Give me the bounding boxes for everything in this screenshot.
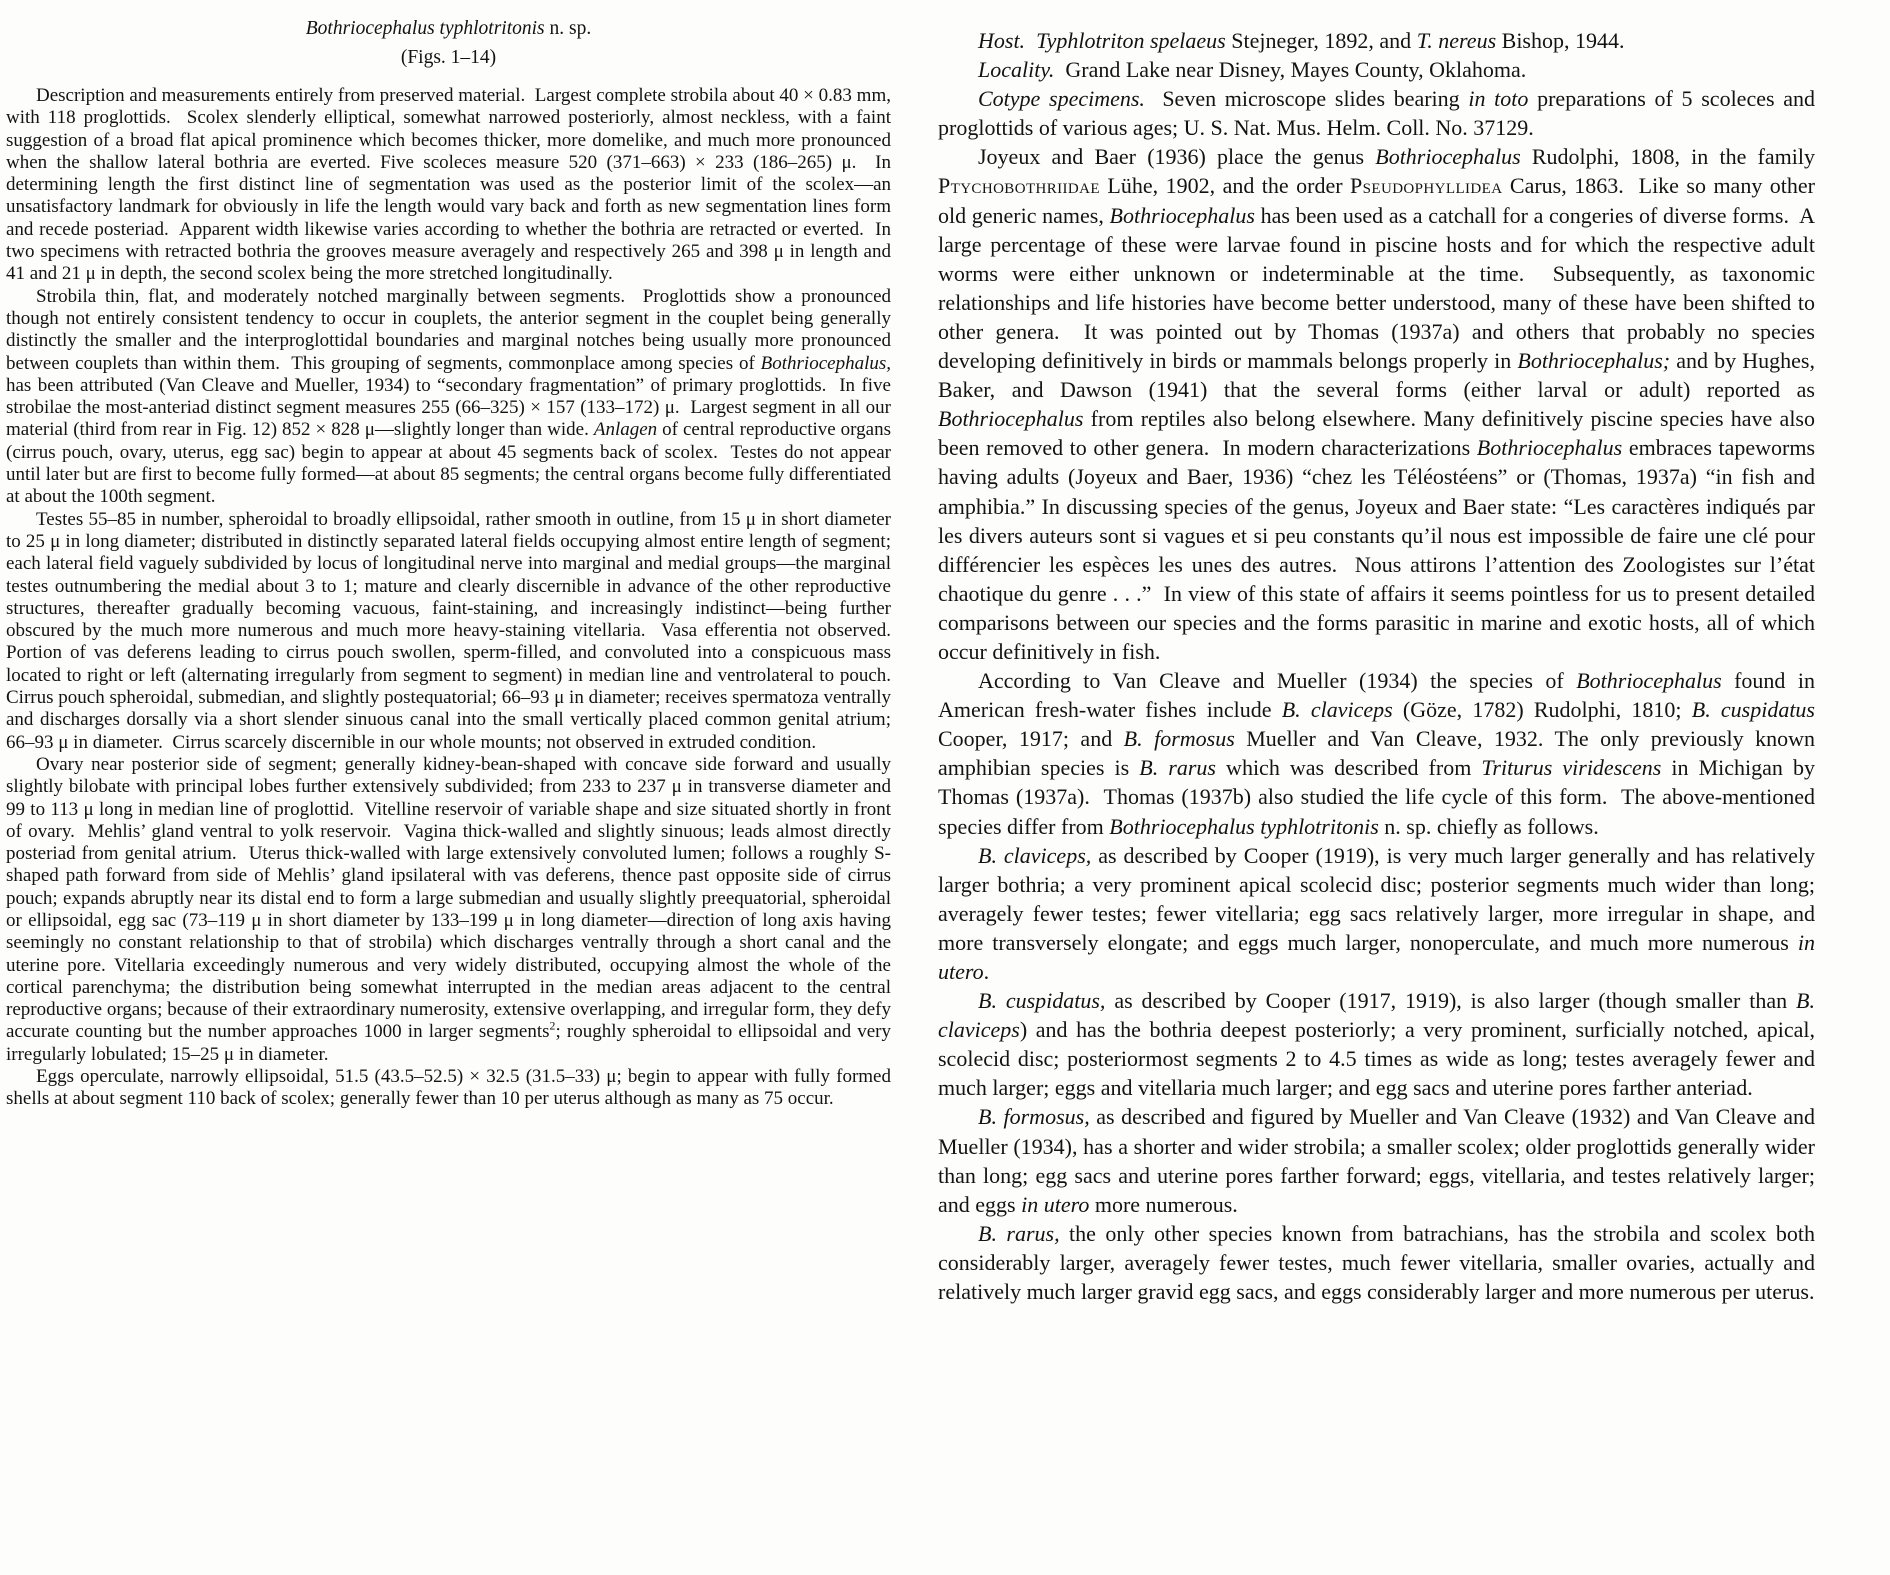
paragraph	[938, 986, 1821, 1102]
text-run: Cooper, 1917; and	[938, 697, 1821, 752]
text-run: .	[983, 959, 990, 984]
paragraph	[938, 666, 1821, 841]
paragraph	[6, 753, 896, 1066]
paragraph	[6, 285, 896, 509]
text-run: preparations of 5 scoleces and proglottids of various ages; U. S. Nat. Mus. Helm. Coll. No. 37129.	[938, 86, 1821, 141]
text-run: as described by Cooper (1919), is very much larger generally and has relatively larger bothria; a very prominent apical scolecid disc; posterior segments much wider than long; averagely fewer testes; fewer vitellaria; egg sacs relatively larger, more irregular in shape, and more transversely elongate; and eggs much larger, nonoperculate, and much more numerous	[938, 842, 1821, 955]
paragraph	[938, 1102, 1821, 1218]
italic-text-run: B. claviceps	[938, 988, 1821, 1043]
text-run: n. sp. chiefly as follows.	[1378, 813, 1599, 839]
text-run: Seven microscope slides bearing	[1144, 86, 1469, 112]
italic-text-run: B. claviceps	[1281, 697, 1393, 723]
text-run: Strobila thin, flat, and moderately notched marginally between segments. Proglottids show a pronounced though not entirely consistent tendency to occur in couplets, the anterior segment in the couplet being generally distinctly the smaller and the interproglottidal boundaries and marginal notches being usually more pronounced between couplets than within them. This grouping of segments, commonplace among species of	[6, 285, 896, 374]
italic-text-run: Bothriocephalus	[1375, 144, 1521, 170]
text-run: in Michigan by Thomas (1937a). Thomas (1937b) also studied the life cycle of this form. The above-mentioned species differ from	[938, 755, 1821, 839]
species-heading-title	[6, 16, 891, 42]
text-run: Ovary near posterior side of segment; generally kidney-bean-shaped with concave side forward and usually slightly bilobate with principal lobes further extensively subdivided; from 233 to 237 μ in transverse diameter and 99 to 113 μ long in median line of proglottid. Vitelline reservoir of variable shape and size situated shortly in front of ovary. Mehlis’ gland ventral to yolk reservoir. Vagina thick-walled and slightly sinuous; leads almost directly posteriad from genital atrium. Uterus thick-walled with large extensively convoluted lumen; follows a roughly S-shaped path forward from side of Mehlis’ gland ipsilateral with vas deferens, thence past opposite side of cirrus pouch; expands abruptly near its distal end to form a large submedian and usually slightly preequatorial, spheroidal or ellipsoidal, egg sac (73–119 μ in short diameter by 133–199 μ in long diameter—direction of long axis having seemingly no constant relationship to that of strobila) which discharges ventrally through a short canal and the uterine pore. Vitellaria exceedingly numerous and very widely distributed, occupying almost the whole of the cortical parenchyma; the distribution being somewhat interrupted in the median areas adjacent to the central reproductive organs; because of their extraordinary numerosity, extensive overlapping, and irregular form, they defy accurate counting but the number approaches 1000 in larger segments	[6, 753, 896, 1043]
species-heading	[6, 16, 891, 71]
text-run: Description and measurements entirely from preserved material. Largest complete strobila about 40 × 0.83 mm, with 118 proglottids. Scolex slenderly elliptical, somewhat narrowed posteriorly, almost neckless, with a faint suggestion of a broad flat apical prominence which becomes thicker, more domelike, and much more pronounced when the shallow lateral bothria are everted. Five scoleces measure 520 (371–663) × 233 (186–265) μ. In determining length the first distinct line of segmentation was used as the posterior limit of the scolex—an unsatisfactory landmark for obviously in life the length would vary back and forth as new segmentation lines form and recede posteriad. Apparent width likewise varies according to whether the bothria are retracted or everted. In two specimens with retracted bothria the grooves measure averagely and respectively 265 and 398 μ in length and 41 and 21 μ in depth, the second scolex being the more stretched longitudinally.	[6, 85, 896, 285]
italic-text-run: B. cuspidatus	[1691, 697, 1815, 723]
text-run: which was described from	[1215, 755, 1482, 781]
text-run: Lühe, 1902, and the order	[1099, 173, 1351, 199]
text-run: as described by Cooper (1917, 1919), is also larger (though smaller than	[1105, 988, 1797, 1014]
paragraph	[6, 85, 896, 286]
smallcaps-text-run: Pseudophyllidea	[1350, 173, 1503, 199]
text-run: has been attributed (Van Cleave and Mueller, 1934) to “secondary fragmentation” of primary proglottids. In five strobilae the most-anteriad distinct segment measures 255 (66–325) × 157 (133–172) μ. Largest segment in all our material (third from rear in Fig. 12) 852 × 828 μ—slightly longer than wide.	[6, 352, 896, 441]
italic-text-run: B. formosus	[1123, 726, 1235, 752]
paragraph	[938, 1219, 1821, 1306]
paragraph	[6, 508, 901, 754]
left-column	[6, 14, 901, 1111]
italic-text-run: B. claviceps,	[978, 842, 1092, 868]
italic-text-run: Bothriocephalus	[1576, 668, 1722, 694]
italic-text-run: in utero	[938, 929, 1821, 984]
text-run: (Figs. 1–14)	[400, 47, 497, 68]
smallcaps-text-run: Ptychobothriidae	[938, 173, 1100, 199]
text-run: found in American fresh-water fishes include	[938, 668, 1820, 723]
text-run: Stejneger, 1892, and	[1225, 28, 1417, 53]
text-run: Eggs operculate, narrowly ellipsoidal, 51.5 (43.5–52.5) × 32.5 (31.5–33) μ; begin to appear with fully formed shells at about segment 110 back of scolex; generally fewer than 10 per uterus although as many as 75 occur.	[6, 1066, 896, 1110]
text-run: According to Van Cleave and Mueller (1934) the species of	[978, 668, 1577, 694]
italic-text-run: B. rarus,	[978, 1220, 1060, 1246]
text-run: n. sp.	[544, 18, 592, 39]
text-run: Testes 55–85 in number, spheroidal to broadly ellipsoidal, rather smooth in outline, from 15 μ in short diameter to 25 μ in long diameter; distributed in distinctly separated lateral fields occupying almost entire length of segment; each lateral field vaguely subdivided by locus of longitudinal nerve into marginal and medial groups—the marginal testes outnumbering the medial about 3 to 1; mature and clearly discernible in advance of the other reproductive structures, thereafter gradually becoming vacuous, faint-staining, and increasingly indistinct—being further obscured by the much more numerous and much more heavy-staining vitellaria. Vasa efferentia not observed. Portion of vas deferens leading to cirrus pouch swollen, sperm-filled, and convoluted into a conspicuous mass located to right or left (alternating irregularly from segment to segment) in median line and ventrolateral to pouch. Cirrus pouch spheroidal, submedian, and slightly postequatorial; 66–93 μ in diameter; receives spermatoza ventrally and discharges dorsally via a short slender sinuous canal into the small vertically placed common genital atrium; 66–93 μ in diameter. Cirrus scarcely discernible in our whole mounts; not observed in extruded condition.	[6, 508, 901, 753]
paragraph	[938, 55, 1815, 84]
text-run: Mueller and Van Cleave, 1932. The only previously known amphibian species is	[938, 726, 1821, 781]
text-run: Rudolphi, 1808, in the family	[1520, 144, 1821, 170]
text-run: from reptiles also belong elsewhere. Many definitively piscine species have also been removed to other genera. In modern characterizations	[938, 406, 1821, 461]
italic-text-run: Triturus viridescens	[1481, 755, 1662, 781]
paragraph	[938, 26, 1815, 55]
text-run: (Göze, 1782) Rudolphi, 1810;	[1392, 697, 1692, 723]
italic-text-run: in toto	[1468, 86, 1529, 112]
text-run: has been used as a catchall for a congeries of diverse forms. A large percentage of these were larvae found in piscine hosts and for which the respective adult worms were either unknown or indeterminable at the time. Subsequently, as taxonomic relationships and life histories have become better understood, many of these have been shifted to other genera. It was pointed out by Thomas (1937a) and others that probably no species developing definitively in birds or mammals belongs properly in	[938, 202, 1821, 374]
italic-text-run: Bothriocephalus typhlotritonis	[305, 18, 545, 39]
paragraph	[938, 142, 1821, 666]
text-run: Carus, 1863. Like so many other old generic names,	[938, 173, 1821, 228]
italic-text-run: B. formosus,	[978, 1104, 1090, 1130]
text-run: embraces tapeworms having adults (Joyeux and Baer, 1936) “chez les Téléostéens” or (Thomas, 1937a) “in fish and amphibia.” In discussing species of the genus, Joyeux and Baer state: “Les caractères indiqués par les divers auteurs sont si vagues et si peu constants qu’il nous est impossible de faire une clé pour différencier les espèces les unes des autres. Nous attirons l’attention des Zoologistes sur l’état chaotique du genre . . .” In view of this state of affairs it seems pointless for us to present detailed comparisons between our species and the forms parasitic in marine and exotic hosts, all of which occur definitively in fish.	[938, 435, 1821, 664]
italic-text-run: Bothriocephalus	[938, 406, 1084, 432]
paragraph	[938, 841, 1821, 986]
italic-text-run: B. rarus	[1139, 755, 1216, 781]
right-column	[938, 14, 1821, 1306]
species-heading-figures	[6, 45, 891, 71]
italic-text-run: B. cuspidatus,	[978, 988, 1106, 1014]
italic-text-run: Bothriocephalus,	[760, 352, 891, 374]
text-run: more numerous.	[1089, 1191, 1238, 1217]
text-run: and by Hughes, Baker, and Dawson (1941) that the several forms (either larval or adult) reported as	[938, 348, 1821, 403]
italic-text-run: in utero	[1021, 1191, 1090, 1217]
right-column-body	[938, 26, 1821, 1306]
italic-text-run: Typhlotriton spelaeus	[1036, 28, 1226, 53]
text-run: Grand Lake near Disney, Mayes County, Oklahoma.	[1054, 57, 1527, 83]
italic-text-run: Bothriocephalus	[1109, 202, 1255, 228]
text-run: of central reproductive organs (cirrus pouch, ovary, uterus, egg sac) begin to appear at about 45 segments back of scolex. Testes do not appear until later but are first to become fully formed—at about 85 segments; the central organs become fully differentiated at about the 100th segment.	[6, 419, 896, 508]
text-run: ) and has the bothria deepest posteriorly; a very prominent, surficially notched, apical, scolecid disc; posteriormost segments 2 to 4.5 times as wide as long; testes averagely fewer and much larger; eggs and vitellaria much larger; and egg sacs and uterine pores farther anteriad.	[938, 1017, 1821, 1101]
italic-text-run: Bothriocephalus	[1476, 435, 1623, 461]
footnote-marker: 2	[549, 1020, 556, 1034]
italic-text-run: Host.	[978, 28, 1026, 53]
text-run: as described and figured by Mueller and Van Cleave (1932) and Van Cleave and Mueller (1934), has a shorter and wider strobila; a smaller scolex; older proglottids generally wider than long; egg sacs and uterine pores farther forward; eggs, vitellaria, and testes relatively larger; and eggs	[938, 1104, 1821, 1217]
italic-text-run: Anlagen	[593, 419, 658, 441]
two-column-layout	[6, 14, 1821, 1306]
italic-text-run: Bothriocephalus typhlotritonis	[1109, 813, 1379, 839]
left-column-body	[6, 85, 901, 1111]
text-run: ; roughly spheroidal to ellipsoidal and very irregularly lobulated; 15–25 μ in diameter.	[6, 1021, 896, 1065]
italic-text-run: Bothriocephalus;	[1517, 348, 1671, 374]
italic-text-run: T. nereus	[1416, 28, 1497, 53]
paragraph	[938, 84, 1821, 142]
paragraph	[6, 1066, 896, 1111]
text-run: Joyeux and Baer (1936) place the genus	[978, 144, 1376, 170]
text-run: Bishop, 1944.	[1496, 28, 1625, 53]
italic-text-run: Locality.	[978, 57, 1055, 83]
text-run	[1025, 28, 1036, 53]
italic-text-run: Cotype specimens.	[978, 86, 1145, 112]
text-run: the only other species known from batrachians, has the strobila and scolex both considerably larger, averagely fewer testes, much fewer vitellaria, smaller ovaries, actually and relatively much larger gravid egg sacs, and eggs considerably larger and more numerous per uterus.	[938, 1220, 1821, 1305]
